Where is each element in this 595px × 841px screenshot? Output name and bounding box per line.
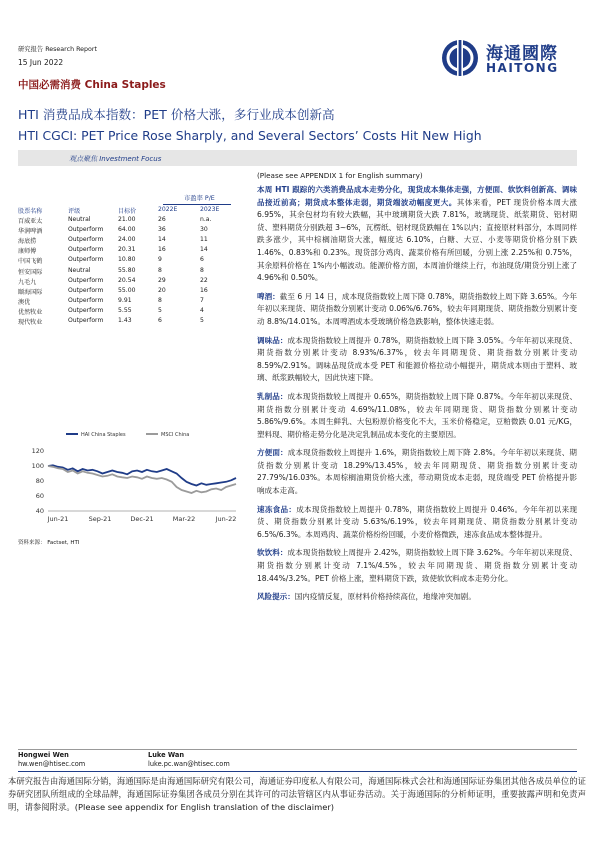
cell: 康师傅 (18, 248, 37, 256)
y-tick-label: 40 (35, 507, 44, 515)
summary-paragraph (257, 184, 577, 285)
cell: 20.54 (118, 276, 136, 284)
cell: 14 (158, 236, 166, 244)
cell: 36 (158, 226, 166, 234)
condiment-body: 成本现货指数较上周提升 0.78%，期货指数较上周下降 3.05%。今年年初以来现货、期货指数分别累计变动 8.93%/6.37%，较去年同期现货、期货指数分别累计变动 8.59%/2.91%。调味品现货成本受 PET 和能源价格拉动小幅提升，期货成本则由于塑料、玻璃、纸浆跌幅较大，因此快速下降。 (257, 335, 577, 383)
table-row (18, 236, 233, 246)
table-header-row (18, 206, 233, 216)
condiment-paragraph (257, 335, 577, 385)
y-tick-label: 60 (35, 492, 44, 500)
analyst-email[interactable]: luke.pc.wan@htisec.com (148, 760, 230, 768)
dairy-heading: 乳制品： (257, 391, 288, 401)
haitong-emblem-icon (440, 38, 480, 78)
col-header: 2023E (200, 206, 220, 213)
analyst-name: Hongwei Wen (18, 751, 69, 759)
analysis-column (257, 184, 577, 604)
title-en: HTI CGCI: PET Price Rose Sharply, and Several Sectors’ Costs Hit New High (18, 128, 482, 143)
legend-label: MSCI China (161, 432, 190, 438)
cell: 8 (158, 266, 162, 274)
dairy-body: 成本现货指数较上周提升 0.65%，期货指数较上周下降 0.87%。今年年初以来现货、期货指数分别累计变动 4.69%/11.08%，较去年同期现货、期货指数分别累计变动 5.86%/9.6%。本周生鲜乳、大包粉原价格变化不大，玉米价格稳定，豆粕微跌 0.01 元/KG，塑料现、期价格走势分化是决定乳制品成本变化的主要原因。 (257, 391, 577, 439)
disclaimer-divider (18, 771, 577, 772)
cell: 优然牧业 (18, 308, 43, 316)
noodle-heading: 方便面： (257, 448, 288, 458)
cell: 海底捞 (18, 238, 37, 246)
cell: n.a. (200, 216, 212, 224)
disclaimer-text: 本研究报告由海通国际分销，海通国际是由海通国际研究有限公司，海通证券印度私人有限公司，海通国际株式会社和海通国际证券集团其他各成员单位的证券研究团队所组成的全球品牌，海通国际证券集团各成员分别在其许可的司法管辖区内从事证券活动。关于海通国际的分析师证明，重要披露声明和免责声明，请参阅附录。(Please see appendix for English translation of the disclaimer) (8, 776, 586, 813)
cell: 9.91 (118, 296, 132, 304)
cell: 6 (158, 317, 162, 325)
beer-paragraph (257, 291, 577, 329)
cell: 9 (158, 256, 162, 264)
cell: 30 (200, 226, 208, 234)
cell: 1.43 (118, 317, 132, 325)
cell: 29 (158, 276, 166, 284)
cell: Outperform (68, 286, 104, 294)
cell: 14 (200, 246, 208, 254)
col-header: 评级 (68, 208, 81, 215)
x-tick-label: Dec-21 (130, 515, 154, 523)
cell: 16 (158, 246, 166, 254)
frozen-body: 成本现货指数较上周提升 0.78%，期货指数较上周提升 0.46%。今年年初以来现货、期货指数分别累计变动 5.63%/6.19%，较去年同期现货、期货指数分别累计变动 6.5%/6.3%。本周鸡肉、蔬菜价格纷纷回暖，小麦价格微跌，速冻食品成本整体提升。 (257, 504, 577, 539)
beverage-paragraph (257, 547, 577, 585)
table-row (18, 297, 233, 307)
table-row (18, 267, 233, 277)
cell: 7 (200, 296, 204, 304)
cell: 8 (200, 266, 204, 274)
table-row (18, 256, 233, 266)
cell: 颐海国际 (18, 288, 43, 296)
cell: 10.80 (118, 256, 136, 264)
cell: Outperform (68, 256, 104, 264)
dairy-paragraph (257, 391, 577, 441)
frozen-heading: 速冻食品： (257, 504, 297, 514)
title-cn: HTI 消费品成本指数：PET 价格大涨，多行业成本创新高 (18, 107, 335, 122)
noodle-paragraph (257, 447, 577, 497)
cell: 24.00 (118, 236, 136, 244)
col-header: 股票名称 (18, 208, 43, 215)
cell: Outperform (68, 317, 104, 325)
risk-paragraph (257, 591, 577, 604)
logo-text-cn: 海通國際 (486, 44, 558, 64)
cell: 华润啤酒 (18, 228, 43, 236)
cell: 恒安国际 (18, 268, 43, 276)
x-tick-label: Sep-21 (88, 515, 112, 523)
cell: 4 (200, 306, 204, 314)
risk-body: 国内疫情反复，原材料价格持续高位，地缘冲突加剧。 (294, 592, 476, 602)
cell: 55.00 (118, 286, 136, 294)
table-row (18, 307, 233, 317)
series-line (48, 465, 236, 485)
pe-header: 市盈率 P/E (184, 195, 215, 202)
summary-note: (Please see APPENDIX 1 for English summary) (257, 171, 423, 180)
cell: Outperform (68, 246, 104, 254)
pe-divider (163, 204, 231, 205)
x-tick-label: Jun-22 (215, 515, 237, 523)
noodle-body: 成本现货指数较上周提升 1.6%，期货指数较上周下降 2.8%。今年年初以来现货、期货指数分别累计变动 18.29%/13.45%，较去年同期现货、期货指数分别累计变动 27.79%/16.03%。本周棕榈油期货价格大涨，带动期货成本走弱，现货端受 PET 价格提升影响成本走高。 (257, 448, 577, 496)
cell: 百威亚太 (18, 218, 43, 226)
analyst-email[interactable]: hw.wen@htisec.com (18, 760, 86, 768)
table-row (18, 317, 233, 327)
cell: 5 (200, 317, 204, 325)
cell: 20 (158, 286, 166, 294)
cell: 6 (200, 256, 204, 264)
cell: 26 (158, 216, 166, 224)
table-row (18, 287, 233, 297)
summary-lead: 本周 HTI 跟踪的六类消费品成本走势分化，现货成本集体走强，方便面、软饮料创新高、调味品接近前高；期货成本整体走弱，期货端波动幅度更大。 (257, 185, 577, 207)
beverage-body: 成本现货指数较上周提升 2.42%，期货指数较上周下降 3.62%。今年年初以来现货、期货指数分别累计变动 7.1%/4.5%，较去年同期现货、期货指数分别累计变动 18.44%/3.2%。PET 价格上涨，塑料期货下跌，致使软饮料成本走势分化。 (257, 548, 577, 583)
report-type: 研究报告 Research Report (18, 46, 97, 53)
beer-heading: 啤酒： (257, 291, 280, 301)
cell: 8 (158, 296, 162, 304)
cell: 11 (200, 236, 208, 244)
price-chart-svg (18, 425, 243, 535)
logo-text-en: HAITONG (486, 61, 559, 75)
cell: Neutral (68, 216, 91, 224)
cell: 16 (200, 286, 208, 294)
summary-body: 其体来看，PET 现货价格本周大涨 6.95%，其余包材均有较大跌幅，其中玻璃期货大跌 7.81%，玻璃现货、纸浆期货、铝材期货、塑料期货分别跌超 3~6%，瓦楞纸、铝材现货跌幅在 1%以内；直接原材料部分，本周同样跌多涨少，其中棕榈油期货大涨，幅度达 6.10%，白糖、大豆、小麦等期货价格分别下跌 1.46%、0.83%和 0.23%。现货部分鸡肉、蔬菜价格有所回暖，分别上涨 2.25%和 0.75%，其余原料价格在 1%内小幅波动。能源价格方面，本周油价继续上行，布油现货/期货分别上涨了 4.96%和 0.50%。 (257, 197, 577, 283)
cell: 55.80 (118, 266, 136, 274)
haitong-logo (440, 36, 572, 80)
cell: 64.00 (118, 226, 136, 234)
price-chart (18, 425, 243, 535)
x-tick-label: Jun-21 (47, 515, 69, 523)
condiment-heading: 调味品： (257, 335, 288, 345)
cell: 澳优 (18, 298, 31, 306)
analyst-divider (18, 749, 577, 750)
cell: 5 (158, 306, 162, 314)
sector-title: 中国必需消费 China Staples (18, 79, 166, 91)
y-tick-label: 100 (31, 462, 44, 470)
risk-heading: 风险提示： (257, 592, 295, 602)
beer-body: 截至 6 月 14 日，成本现货指数较上周下降 0.78%，期货指数较上周下降 3.65%。今年年初以来现货、期货指数分别累计变动 0.06%/6.76%，较去年同期现货、期货指数分别累计变动 8.8%/14.01%。本周啤酒成本受玻璃价格急跌影响，整体快速走弱。 (257, 291, 577, 326)
y-tick-label: 120 (31, 447, 44, 455)
cell: Outperform (68, 226, 104, 234)
analyst-name: Luke Wan (148, 751, 185, 759)
cell: Outperform (68, 296, 104, 304)
table-row (18, 277, 233, 287)
cell: 20.31 (118, 246, 136, 254)
cell: Neutral (68, 266, 91, 274)
cell: Outperform (68, 276, 104, 284)
table-row (18, 226, 233, 236)
beverage-heading: 软饮料： (257, 548, 288, 558)
cell: 5.55 (118, 306, 132, 314)
col-header: 2022E (158, 206, 178, 213)
legend-label: HAI China Staples (81, 432, 126, 438)
report-date: 15 Jun 2022 (18, 58, 64, 67)
table-row (18, 246, 233, 256)
cell: 21.00 (118, 216, 136, 224)
col-header: 目标价 (118, 208, 137, 215)
frozen-paragraph (257, 504, 577, 542)
table-row (18, 216, 233, 226)
cell: 九毛九 (18, 278, 37, 286)
focus-label: 观点聚焦 Investment Focus (69, 155, 162, 163)
cell: Outperform (68, 306, 104, 314)
x-tick-label: Mar-22 (172, 515, 196, 523)
chart-source: 资料来源： Factset, HTI (18, 540, 80, 546)
cell: 现代牧业 (18, 319, 43, 327)
cell: 中国飞鹤 (18, 258, 43, 266)
y-tick-label: 80 (35, 477, 44, 485)
cell: Outperform (68, 236, 104, 244)
cell: 22 (200, 276, 208, 284)
